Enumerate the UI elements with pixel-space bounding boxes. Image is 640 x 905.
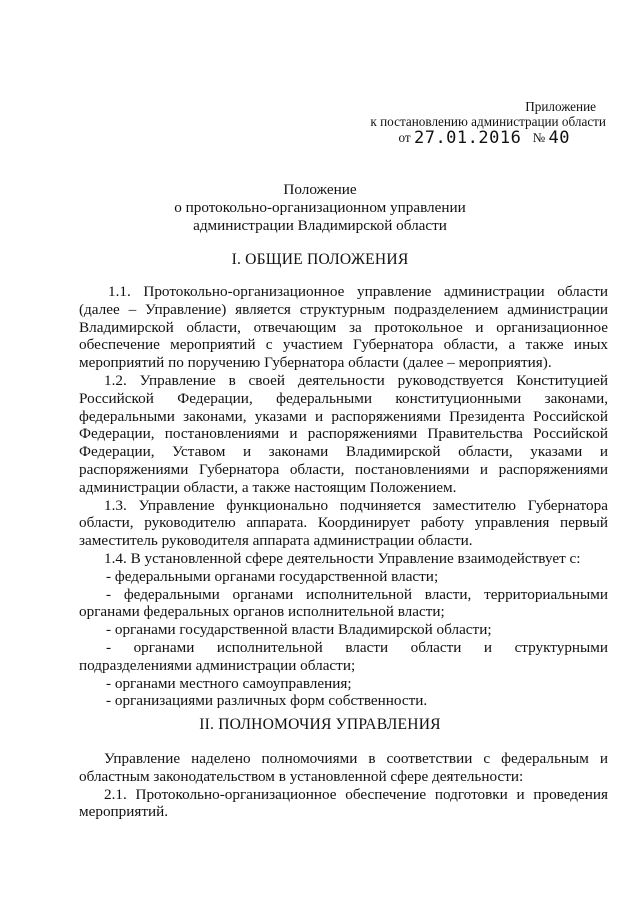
section1-body	[79, 283, 608, 710]
resolution-date: 27.01.2016	[413, 128, 522, 148]
appendix-title: Приложение	[525, 99, 596, 114]
paragraph-2-1: 2.1. Протокольно-организационное обеспечение подготовки и проведения мероприятий.	[79, 785, 608, 821]
paragraph-1-1: 1.1. Протокольно-организационное управление администрации области (далее – Управление) является структурным подразделением администрации Владимирской области, отвечающим за протокольное и организационное обеспечение мероприятий с участием Губернатора области, а также иных мероприятий по поручению Губернатора области (далее – мероприятия).	[79, 283, 608, 372]
list-item: - организациями различных форм собственности.	[106, 692, 428, 710]
resolution-number: 40	[548, 128, 570, 148]
number-prefix: №	[532, 130, 546, 145]
list-item: - органами государственной власти Владимирской области;	[106, 621, 492, 639]
paragraph-1-4: 1.4. В установленной сфере деятельности Управление взаимодействует с:	[104, 549, 581, 567]
list-item: - федеральными органами государственной власти;	[106, 567, 439, 585]
section1-heading: I. ОБЩИЕ ПОЛОЖЕНИЯ	[231, 251, 409, 268]
appendix-date-number	[370, 128, 606, 148]
list-item: - органами местного самоуправления;	[106, 674, 352, 692]
document-title	[0, 181, 640, 235]
paragraph-2-intro: Управление наделено полномочиями в соответствии с федеральным и областным законодательством в установленной сфере деятельности:	[79, 750, 608, 785]
paragraph-1-2: 1.2. Управление в своей деятельности руководствуется Конституцией Российской Федерации, федеральными конституционными законами, федеральными законами, указами и распоряжениями Президента Российской Федерации, постановлениями и распоряжениями Правительства Российской Федерации, Уставом и законами Владимирской области, указами и распоряжениями Губернатора области, постановлениями и распоряжениями администрации области, а также настоящим Положением.	[79, 371, 608, 496]
section2-heading: II. ПОЛНОМОЧИЯ УПРАВЛЕНИЯ	[199, 716, 441, 733]
date-prefix: от	[398, 130, 411, 145]
list-item: - органами исполнительной власти области и структурными подразделениями администрации области;	[79, 638, 608, 674]
document-title-line2: о протокольно-организационном управлении	[174, 199, 466, 216]
appendix-reference: к постановлению администрации области	[370, 114, 606, 129]
paragraph-1-3: 1.3. Управление функционально подчиняется заместителю Губернатора области, руководителю аппарата. Координирует работу управления первый заместитель руководителя аппарата администрации области.	[79, 496, 608, 550]
document-title-line3: администрации Владимирской области	[193, 217, 447, 234]
list-item: - федеральными органами исполнительной власти, территориальными органами федеральных органов исполнительной власти;	[79, 585, 608, 621]
appendix-header	[370, 99, 606, 148]
document-title-line1: Положение	[283, 181, 357, 198]
section2-body	[79, 750, 608, 821]
